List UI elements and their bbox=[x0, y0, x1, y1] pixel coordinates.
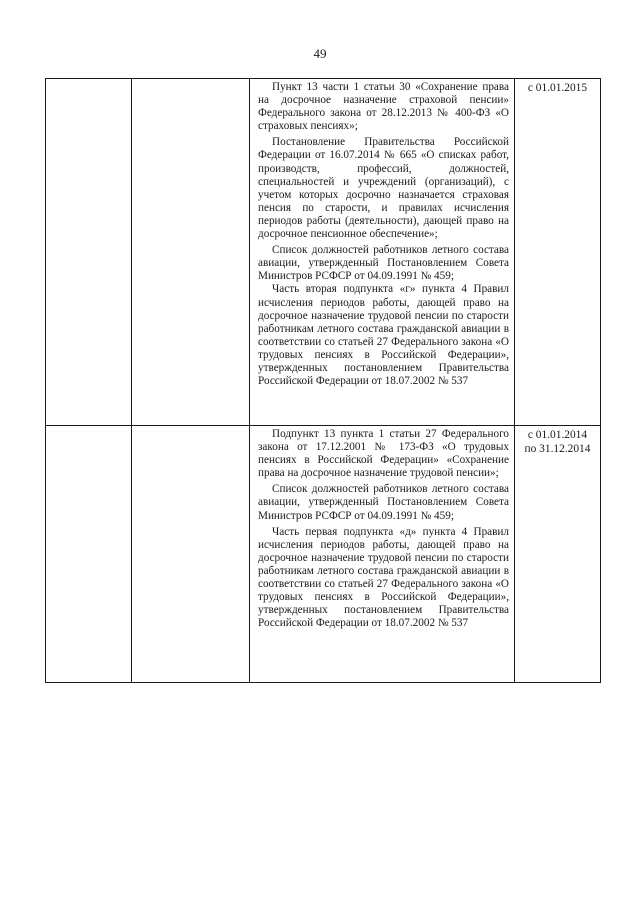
period-cell bbox=[515, 426, 601, 683]
empty-cell bbox=[46, 426, 132, 683]
legal-paragraph: Постановление Правительства Российской Федерации от 16.07.2014 № 665 «О списках работ, производств, профессий, должностей, специальностей и учреждений (организаций), с учетом которых досрочно назначается страховая пенсия по старости, и правилах исчисления периодов работы (деятельности), дающей право на досрочное пенсионное обеспечение»; bbox=[258, 136, 509, 241]
table-row bbox=[46, 426, 601, 683]
legal-paragraph: Подпункт 13 пункта 1 статьи 27 Федерального закона от 17.12.2001 № 173-ФЗ «О трудовых пенсиях в Российской Федерации» «Сохранение права на досрочное назначение трудовой пенсии»; bbox=[258, 428, 509, 480]
table-row bbox=[46, 79, 601, 426]
period-end-date: по 31.12.2014 bbox=[524, 442, 591, 455]
period-start-date: с 01.01.2014 bbox=[527, 429, 588, 441]
empty-cell bbox=[132, 79, 250, 426]
legal-basis-cell bbox=[250, 79, 515, 426]
empty-cell bbox=[132, 426, 250, 683]
legal-basis-cell bbox=[250, 426, 515, 683]
legal-paragraph: Список должностей работников летного состава авиации, утвержденный Постановлением Совета Министров РСФСР от 04.09.1991 № 459; bbox=[258, 244, 509, 283]
period-cell bbox=[515, 79, 601, 426]
empty-cell bbox=[46, 79, 132, 426]
legal-paragraph: Часть первая подпункта «д» пункта 4 Правил исчисления периодов работы, дающей право на досрочное назначение трудовой пенсии по старости работникам летного состава гражданской авиации в соответствии со статьей 27 Федерального закона «О трудовых пенсиях в Российской Федерации», утвержденных постановлением Правительства Российской Федерации от 18.07.2002 № 537 bbox=[258, 525, 509, 630]
document-table bbox=[45, 78, 601, 683]
legal-paragraph: Пункт 13 части 1 статьи 30 «Сохранение права на досрочное назначение страховой пенсии» Федерального закона от 28.12.2013 № 400-ФЗ «О страховых пенсиях»; bbox=[258, 81, 509, 133]
legal-paragraph: Список должностей работников летного состава авиации, утвержденный Постановлением Совета Министров РСФСР от 04.09.1991 № 459; bbox=[258, 483, 509, 522]
period-date: с 01.01.2015 bbox=[527, 82, 588, 94]
legal-paragraph: Часть вторая подпункта «г» пункта 4 Правил исчисления периодов работы, дающей право на досрочное назначение трудовой пенсии по старости работникам летного состава гражданской авиации в соответствии со статьей 27 Федерального закона «О трудовых пенсиях в Российской Федерации», утвержденных постановлением Правительства Российской Федерации от 18.07.2002 № 537 bbox=[258, 283, 509, 388]
page-number: 49 bbox=[313, 46, 327, 61]
